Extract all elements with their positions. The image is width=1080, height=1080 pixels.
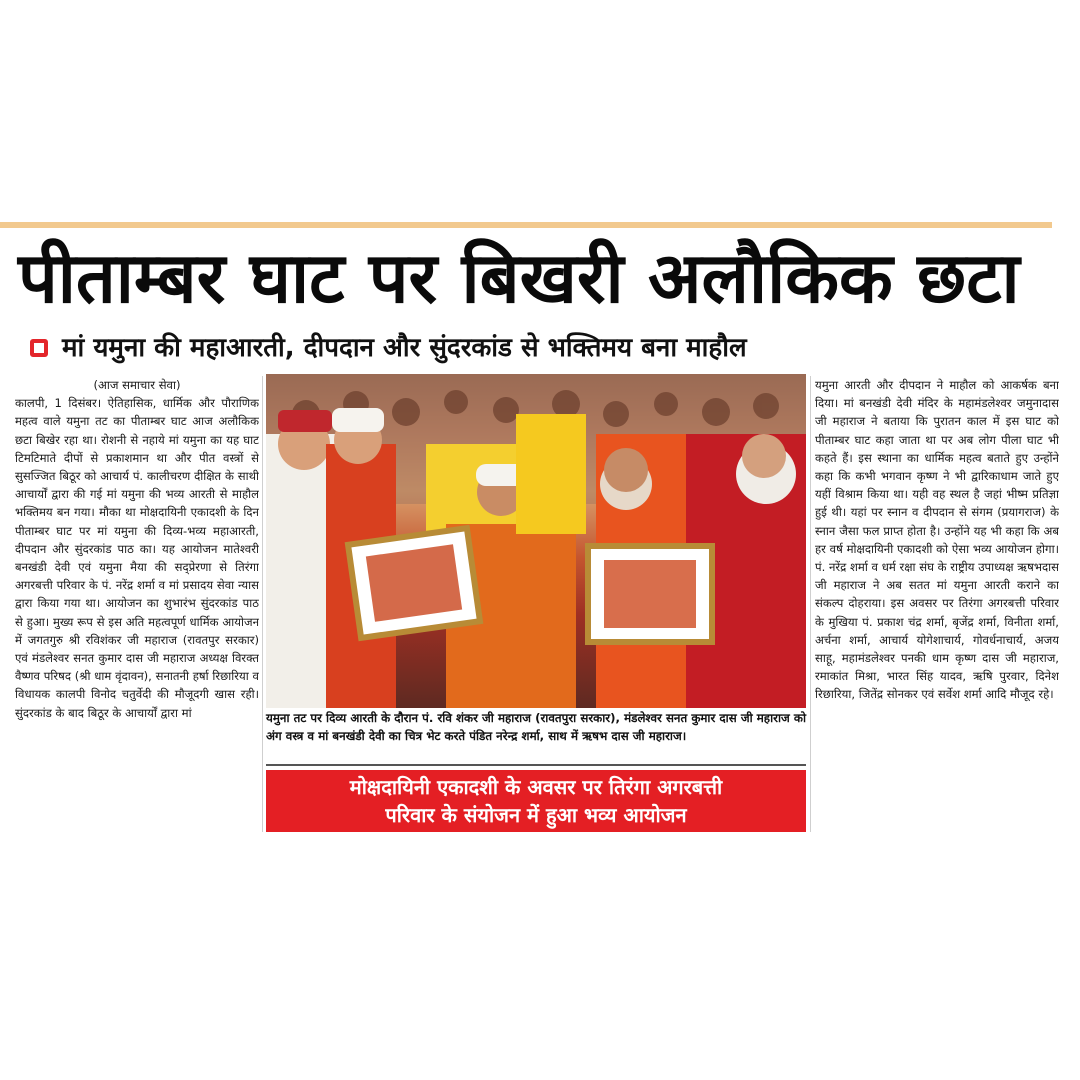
- banner-line-2: परिवार के संयोजन में हुआ भव्य आयोजन: [385, 803, 687, 827]
- right-column-text: यमुना आरती और दीपदान ने माहौल को आकर्षक बना दिया। मां बनखंडी देवी मंदिर के महामंडलेश्वर जमुनादास जी महाराज ने बताया कि पुरातन काल में इस घाट को पीताम्बर घाट कहा जाता था पर अब लोग पीला घाट भी कहते हैं। इस स्थाना का धार्मिक महत्व बताते हुए उन्होंने कहा कि कभी भगवान कृष्ण ने भी द्वारिकाधाम जाते हुए यहीं विश्राम किया था। यही वह स्थल है जहां भीष्म प्रतिज्ञा हुई थी। यहां पर स्नान व दीपदान से संगम (प्रयागराज) के स्नान जैसा फल प्राप्त होता है। उन्होंने यह भी कहा कि अब हर वर्ष मोक्षदायिनी एकादशी को ऐसा भव्य आयोजन होगा। पं. नरेंद्र शर्मा व धर्म रक्षा संघ के राष्ट्रीय उपाध्यक्ष ऋषभदास जी महाराज ने अब सतत मां यमुना आरती कराने का संकल्प दोहराया। इस अवसर पर तिरंगा अगरबत्ती परिवार के मुखिया पं. प्रकाश चंद्र शर्मा, बृजेंद्र शर्मा, विनीता शर्मा, अर्चना शर्मा, आचार्य योगेशाचार्य, गोवर्धनाचार्य, अजय साहू, महामंडलेश्वर पनकी धाम कृष्ण दास जी महाराज, रमाकांत मिश्रा, भारत सिंह यादव, ऋषि पुरवार, दिनेश रिछारिया, जितेंद्र सोनकर एवं सर्वेश शर्मा आदि मौजूद रहे।: [815, 378, 1059, 702]
- subheadline: [30, 330, 1060, 366]
- column-divider-right: [810, 376, 811, 832]
- caption-divider: [266, 764, 806, 766]
- left-column: [15, 376, 259, 836]
- news-photo: [266, 374, 806, 708]
- banner-line-1: मोक्षदायिनी एकादशी के अवसर पर तिरंगा अगरबत्ती: [349, 775, 723, 799]
- square-bullet-icon: [30, 339, 48, 357]
- photo-illustration: [266, 374, 806, 708]
- headline: पीताम्बर घाट पर बिखरी अलौकिक छटा: [18, 237, 1020, 319]
- column-divider-left: [262, 376, 263, 832]
- top-divider: [0, 222, 1052, 228]
- highlight-banner: [266, 770, 806, 832]
- left-column-text: कालपी, 1 दिसंबर। ऐतिहासिक, धार्मिक और पौराणिक महत्व वाले यमुना तट का पीताम्बर घाट आज अलौकिक छटा बिखेर रहा था। रोशनी से नहाये मां यमुना का यह घाट टिमटिमाते दीपों से प्रकाशमान था और पीत वस्त्रों से सुसज्जित बिठूर को आचार्य पं. कालीचरण दीक्षित के साथी आचार्यों द्वारा की गई मां यमुना की भव्य आरती से माहौल भक्तिमय बन गया। मौका था मोक्षदायिनी एकादशी के दिन पीताम्बर घाट पर मां यमुना की दिव्य-भव्य महाआरती, दीपदान और सुंदरकांड पाठ का। यह आयोजन मातेश्वरी बनखंडी देवी एवं यमुना मैया की सद्प्रेरणा से तिरंगा अगरबत्ती परिवार के पं. नरेंद्र शर्मा व मां प्रसादय सेवा न्यास द्वारा किया गया था। आयोजन का शुभारंभ सुंदरकांड पाठ से हुआ। मुख्य रूप से इस अति महत्वपूर्ण धार्मिक आयोजन में जगतगुरु श्री रविशंकर जी महाराज (रावतपुर सरकार) एवं मंडलेश्वर सनत कुमार दास जी महाराज अध्यक्ष विरक्त वैष्णव परिषद (श्री धाम वृंदावन), सनातनी हर्षा रिछारिया व विधायक कालपी विनोद चतुर्वेदी की मौजूदगी खास रही। सुंदरकांड के बाद बिठूर के आचार्यों द्वारा मां: [15, 396, 259, 720]
- subheadline-text: मां यमुना की महाआरती, दीपदान और सुंदरकांड से भक्तिमय बना माहौल: [62, 333, 747, 363]
- photo-caption: यमुना तट पर दिव्य आरती के दौरान पं. रवि शंकर जी महाराज (रावतपुरा सरकार), मंडलेश्वर सनत कुमार दास जी महाराज को अंग वस्त्र व मां बनखंडी देवी का चित्र भेट करते पंडित नरेन्द्र शर्मा, साथ में ऋषभ दास जी महाराज।: [266, 711, 806, 743]
- right-column: [815, 376, 1059, 836]
- news-agency-credit: (आज समाचार सेवा): [93, 378, 181, 392]
